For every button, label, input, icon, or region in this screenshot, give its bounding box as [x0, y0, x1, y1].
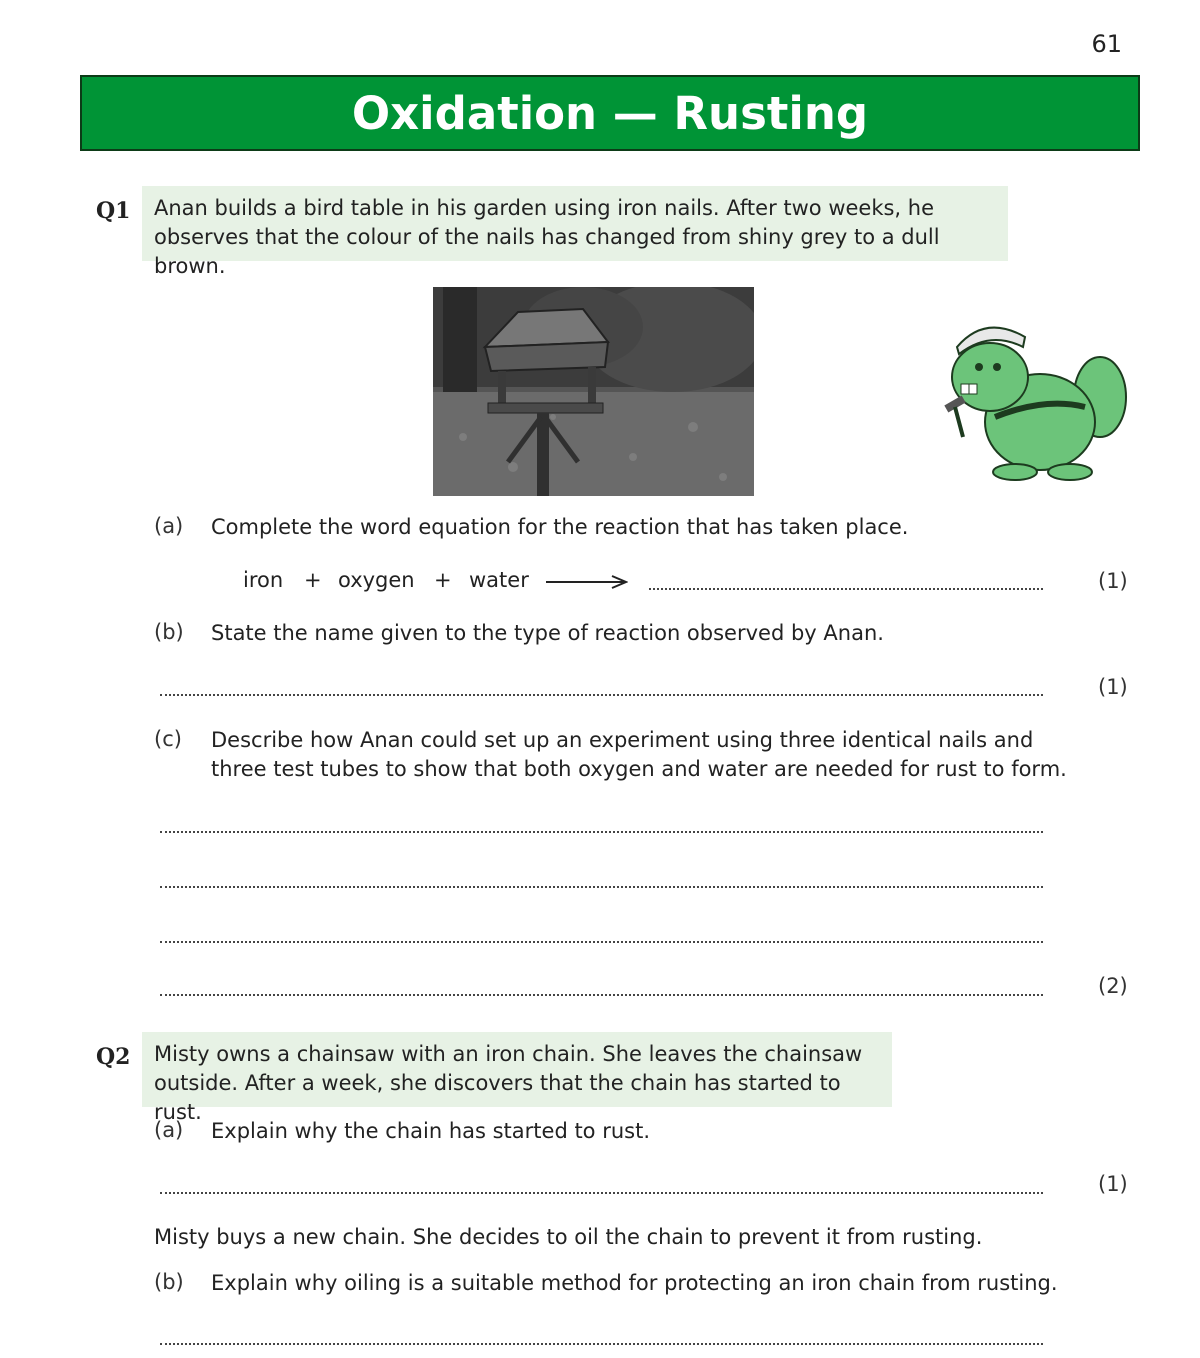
- q1a-label: (a): [154, 514, 184, 538]
- question-number-q1: Q1: [96, 198, 131, 224]
- equation-plus-2: +: [434, 568, 452, 592]
- q2b-text: Explain why oiling is a suitable method for protecting an iron chain from rusting.: [211, 1271, 1058, 1295]
- reaction-arrow-icon: [546, 574, 628, 590]
- q2-intro-line-1: Misty owns a chainsaw with an iron chain. She leaves the chainsaw: [154, 1042, 863, 1066]
- question-intro-q2: [142, 1032, 892, 1124]
- equation-iron: iron: [243, 568, 284, 592]
- answer-line-q1c-2[interactable]: [160, 886, 1043, 888]
- equation-water: water: [469, 568, 529, 592]
- q1c-text-line-2: three test tubes to show that both oxygen and water are needed for rust to form.: [211, 757, 1067, 781]
- q2-intro-line-2: outside. After a week, she discovers that the chain has started to rust.: [154, 1071, 841, 1124]
- answer-line-q2a[interactable]: [160, 1192, 1043, 1194]
- q1c-label: (c): [154, 727, 182, 751]
- equation-oxygen: oxygen: [338, 568, 415, 592]
- bird-table-photo: [433, 287, 754, 496]
- answer-line-q2b[interactable]: [160, 1343, 1043, 1345]
- q1a-text: Complete the word equation for the reaction that has taken place.: [211, 515, 909, 539]
- q1c-text-line-1: Describe how Anan could set up an experiment using three identical nails and: [211, 728, 1034, 752]
- title-banner: [80, 75, 1140, 151]
- beaver-mascot-illustration: [935, 312, 1130, 487]
- q2b-label: (b): [154, 1270, 184, 1294]
- beaver-mascot: [935, 312, 1130, 487]
- q1b-text: State the name given to the type of reaction observed by Anan.: [211, 621, 884, 645]
- page-title: Oxidation — Rusting: [351, 86, 869, 140]
- q1b-label: (b): [154, 620, 184, 644]
- q2a-text: Explain why the chain has started to rust.: [211, 1119, 651, 1143]
- marks-q1a: (1): [1098, 569, 1128, 593]
- bird-table-image: [433, 287, 754, 496]
- page-number: 61: [1091, 30, 1122, 58]
- answer-line-q1c-3[interactable]: [160, 941, 1043, 943]
- equation-plus-1: +: [304, 568, 322, 592]
- marks-q1b: (1): [1098, 675, 1128, 699]
- marks-q2a: (1): [1098, 1172, 1128, 1196]
- marks-q1c: (2): [1098, 974, 1128, 998]
- q2a-label: (a): [154, 1118, 184, 1142]
- q1-intro-line-1: Anan builds a bird table in his garden using iron nails. After two weeks, he: [154, 196, 935, 220]
- q2-statement: Misty buys a new chain. She decides to oil the chain to prevent it from rusting.: [154, 1225, 983, 1249]
- answer-line-q1c-1[interactable]: [160, 831, 1043, 833]
- answer-line-q1b[interactable]: [160, 694, 1043, 696]
- answer-line-q1a[interactable]: [649, 588, 1043, 590]
- q1-intro-line-2: observes that the colour of the nails has changed from shiny grey to a dull brown.: [154, 225, 940, 278]
- question-number-q2: Q2: [96, 1044, 131, 1070]
- question-intro-q1: [142, 186, 1008, 278]
- answer-line-q1c-4[interactable]: [160, 994, 1043, 996]
